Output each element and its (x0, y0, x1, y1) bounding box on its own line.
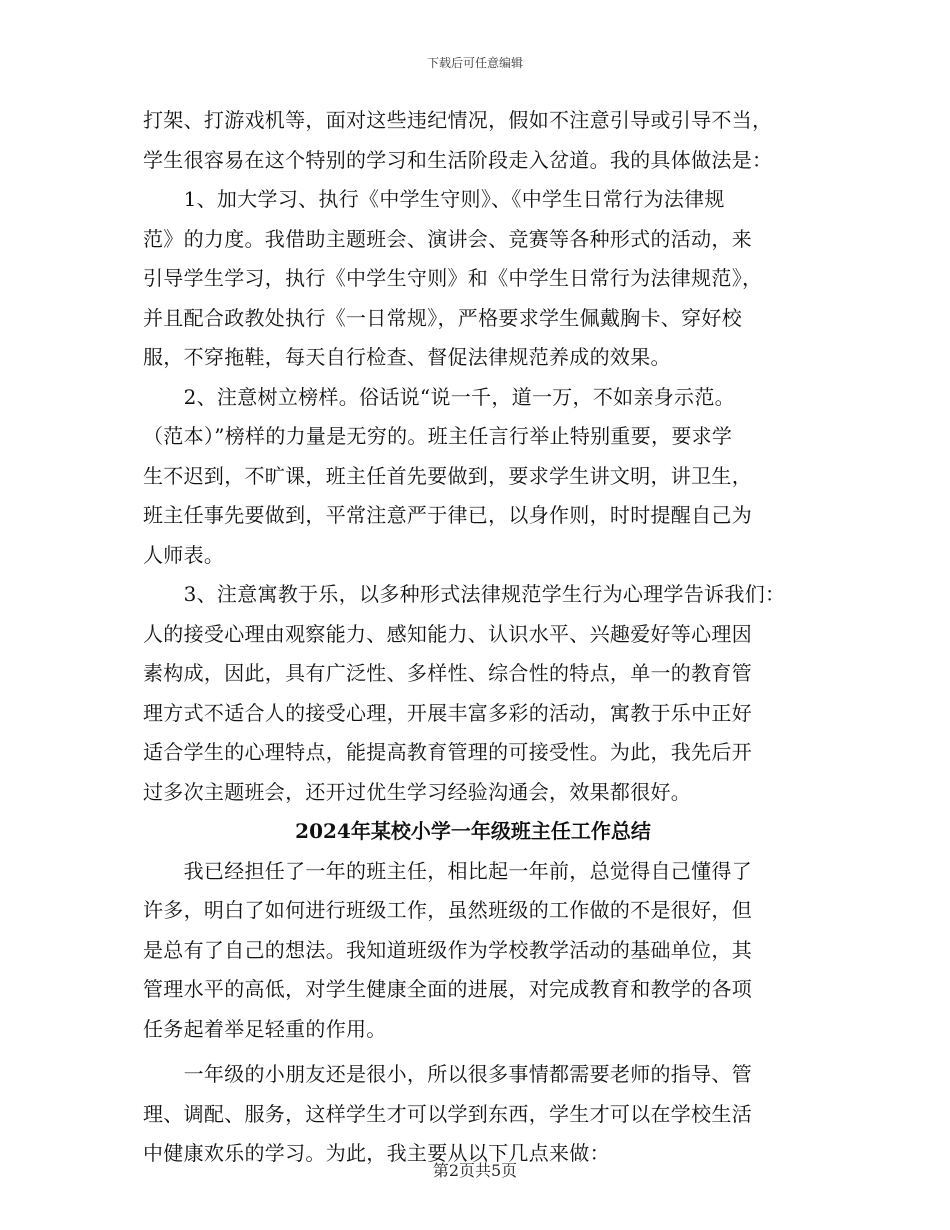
page-header: 下载后可任意编辑 (426, 56, 523, 70)
text-line: 我已经担任了一年的班主任，相比起一年前，总觉得自己懂得了 (143, 858, 752, 883)
text-line: 3、注意寓教于乐，以多种形式法律规范学生行为心理学告诉我们： (143, 582, 786, 606)
text-line: 并且配合政教处执行《一日常规》，严格要求学生佩戴胸卡、穿好校 (143, 305, 742, 330)
text-line: 任务起着举足轻重的作用。 (143, 1016, 387, 1041)
text-line: 人师表。 (143, 542, 225, 567)
paragraph (143, 180, 803, 378)
text-line: 理、调配、服务，这样学生才可以学到东西，学生才可以在学校生活 (143, 1101, 752, 1126)
text-line: 1、加大学习、执行《中学生守则》、《中学生日常行为法律规 (143, 187, 725, 211)
text-line: 理方式不适合人的接受心理，开展丰富多彩的活动，寓教于乐中正好 (143, 700, 752, 725)
text-line: 班主任事先要做到，平常注意严于律已，以身作则，时时提醒自己为 (143, 503, 752, 527)
text-line: 学生很容易在这个特别的学习和生活阶段走入岔道。我的具体做法是： (143, 147, 773, 172)
document-body (143, 101, 803, 1174)
paragraph (143, 101, 803, 180)
text-line: 过多次主题班会，还开过优生学习经验沟通会，效果都很好。 (143, 779, 692, 804)
text-line: 打架、打游戏机等，面对这些违纪情况，假如不注意引导或引导不当， (143, 108, 773, 132)
paragraph (143, 1055, 803, 1174)
text-line: 中健康欢乐的学习。为此，我主要从以下几点来做： (143, 1141, 610, 1165)
text-line: 许多，明白了如何进行班级工作，虽然班级的工作做的不是很好，但 (143, 898, 752, 922)
text-line: 管理水平的高低，对学生健康全面的进展，对完成教育和教学的各项 (143, 977, 752, 1001)
text-line: （范本）”榜样的力量是无穷的。班主任言行举止特别重要，要求学 (143, 424, 733, 448)
text-line: 适合学生的心理特点，能提高教育管理的可接受性。为此，我先后开 (143, 740, 752, 764)
text-line: 人的接受心理由观察能力、感知能力、认识水平、兴趣爱好等心理因 (143, 621, 752, 646)
text-line: 引导学生学习，执行《中学生守则》和《中学生日常行为法律规范》， (143, 266, 763, 290)
text-line: 素构成，因此，具有广泛性、多样性、综合性的特点，单一的教育管 (143, 661, 752, 685)
page-number: 第2页共5页 (432, 1161, 518, 1180)
paragraph (143, 852, 803, 1050)
text-line: 范》的力度。我借助主题班会、演讲会、竞赛等各种形式的活动，来 (143, 226, 752, 251)
text-line: 服，不穿拖鞋，每天自行检查、督促法律规范养成的效果。 (143, 345, 671, 369)
text-line: 生不迟到，不旷课，班主任首先要做到，要求学生讲文明，讲卫生， (143, 463, 752, 488)
text-line: 是总有了自己的想法。我知道班级作为学校教学活动的基础单位，其 (143, 937, 752, 962)
section-title: 2024年某校小学一年级班主任工作总结 (295, 819, 651, 843)
text-line: 一年级的小朋友还是很小，所以很多事情都需要老师的指导、管 (143, 1062, 752, 1086)
paragraph (143, 575, 803, 812)
paragraph (143, 378, 803, 576)
text-line: 2、注意树立榜样。俗话说“说一千，道一万，不如亲身示范。 (143, 384, 735, 409)
